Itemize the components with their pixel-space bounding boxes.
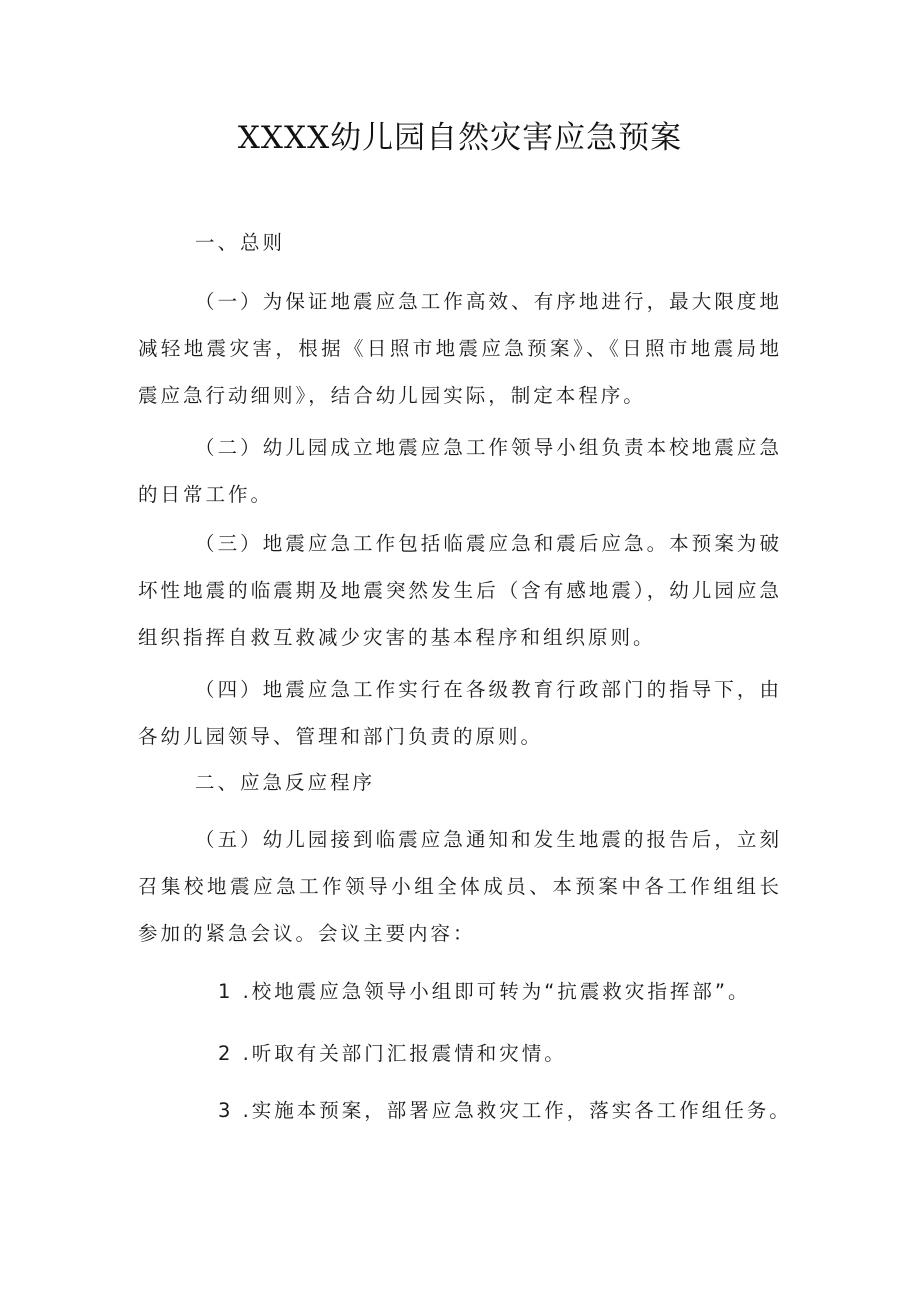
paragraph-3: （三）地震应急工作包括临震应急和震后应急。本预案为破坏性地震的临震期及地震突然发生后（含有感地震），幼儿园应急组织指挥自救互救减少灾害的基本程序和组织原则。 <box>138 532 782 649</box>
section-heading-response: 二、应急反应程序 <box>195 771 376 794</box>
document-title: XXXX幼儿园自然灾害应急预案 <box>237 120 683 156</box>
paragraph-2: （二）幼儿园成立地震应急工作领导小组负责本校地震应急的日常工作。 <box>138 436 782 506</box>
list-item-2: 2 .听取有关部门汇报震情和灾情。 <box>218 1042 567 1065</box>
paragraph-4: （四）地震应急工作实行在各级教育行政部门的指导下，由各幼儿园领导、管理和部门负责的原则。 <box>138 678 782 748</box>
list-item-1: 1 .校地震应急领导小组即可转为“抗震救灾指挥部”。 <box>218 980 751 1003</box>
list-item-3: 3 .实施本预案，部署应急救灾工作，落实各工作组任务。 <box>218 1099 792 1122</box>
section-heading-general: 一、总则 <box>195 231 286 254</box>
paragraph-1: （一）为保证地震应急工作高效、有序地进行，最大限度地减轻地震灾害，根据《日照市地震应急预案》、《日照市地震局地震应急行动细则》，结合幼儿园实际，制定本程序。 <box>138 290 782 407</box>
paragraph-5: （五）幼儿园接到临震应急通知和发生地震的报告后，立刻召集校地震应急工作领导小组全体成员、本预案中各工作组组长参加的紧急会议。会议主要内容： <box>138 828 782 945</box>
